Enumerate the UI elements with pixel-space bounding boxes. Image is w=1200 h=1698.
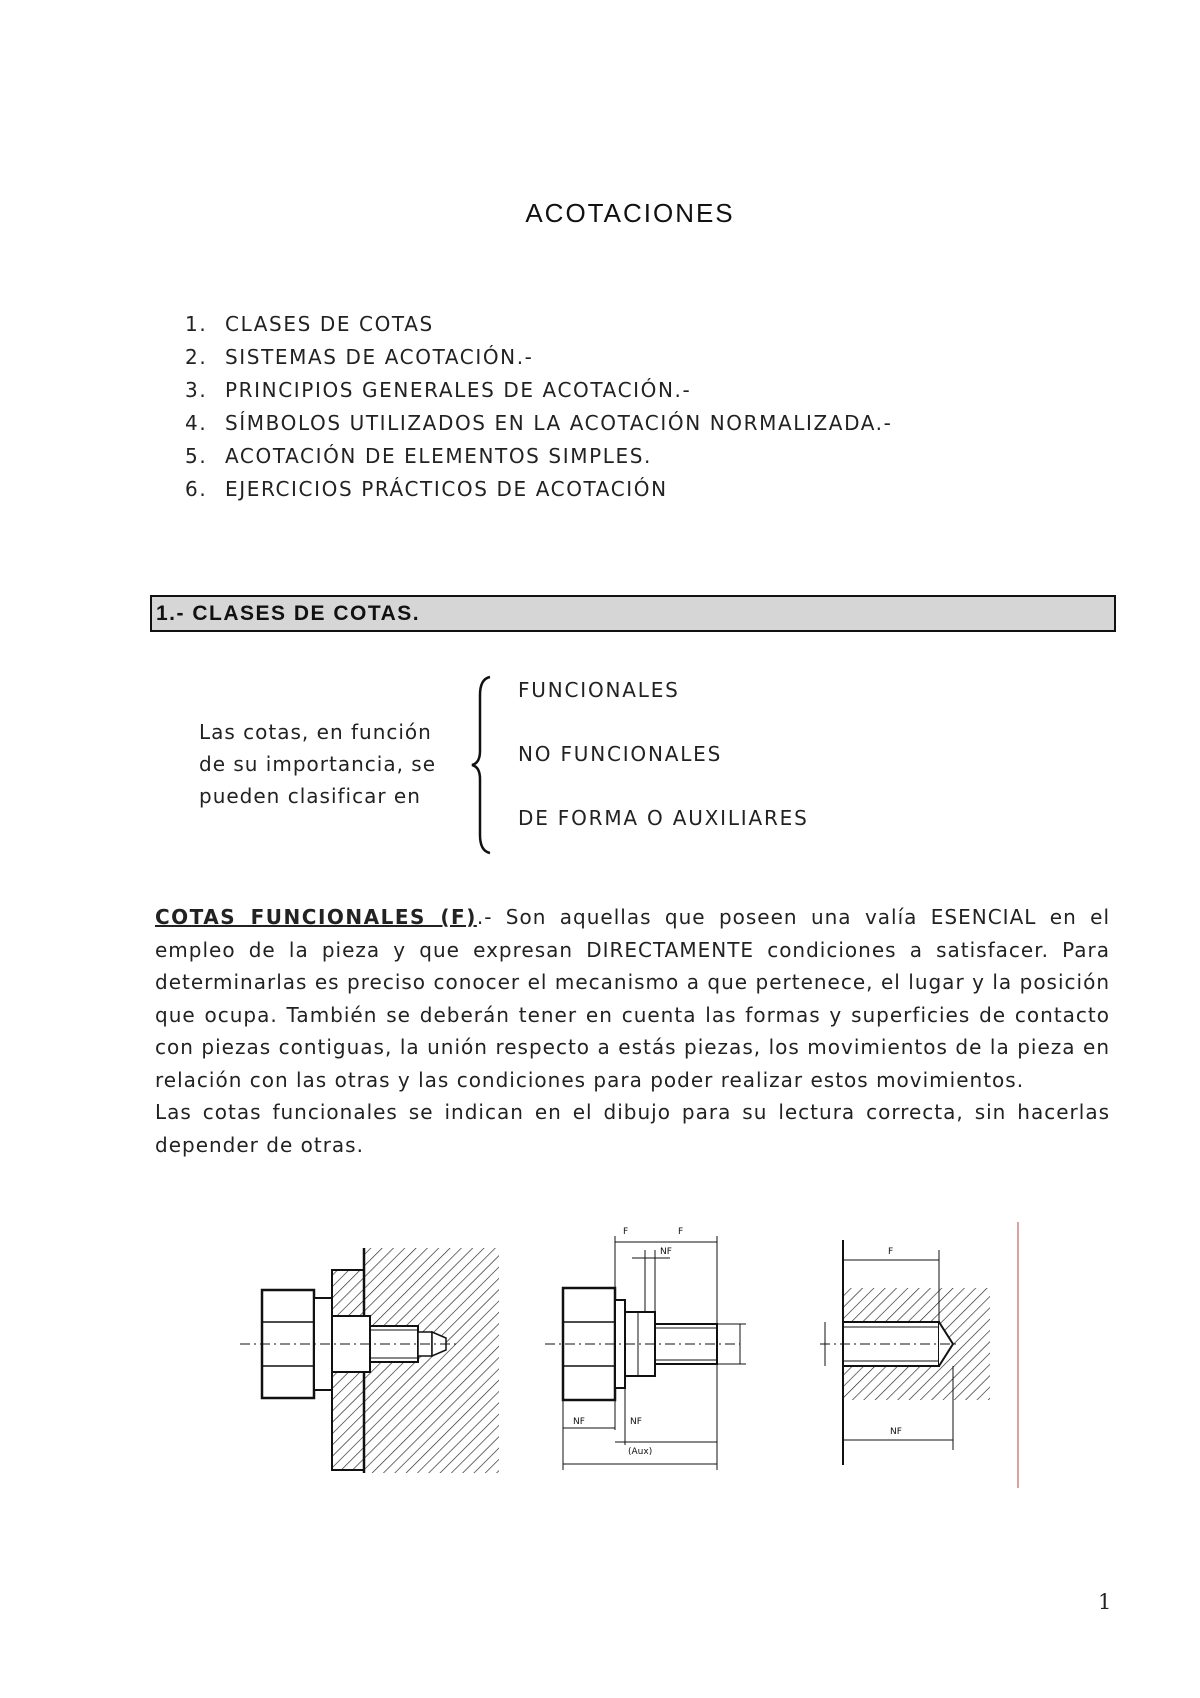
dimensioned-bolt-figure bbox=[545, 1227, 746, 1470]
body-text bbox=[155, 901, 1110, 1161]
intro-line: de su importancia, se bbox=[199, 752, 437, 776]
paragraph: Las cotas funcionales se indican en el dibujo para su lectura correcta, sin hacerlas depender de otras. bbox=[155, 1100, 1110, 1157]
toc-item: 6. EJERCICIOS PRÁCTICOS DE ACOTACIÓN bbox=[185, 477, 668, 501]
margin-line bbox=[1017, 1222, 1019, 1488]
table-of-contents bbox=[185, 308, 892, 506]
curly-brace bbox=[470, 675, 504, 855]
term-heading: COTAS FUNCIONALES (F) bbox=[155, 905, 477, 929]
dimension-label: NF bbox=[630, 1417, 642, 1427]
dimension-label: NF bbox=[890, 1427, 902, 1437]
class-item: FUNCIONALES bbox=[518, 678, 680, 702]
dimension-label: F bbox=[678, 1227, 684, 1237]
document-title: ACOTACIONES bbox=[525, 198, 735, 228]
dimension-label: F bbox=[623, 1227, 629, 1237]
class-item: NO FUNCIONALES bbox=[518, 742, 723, 766]
dimension-label: NF bbox=[660, 1247, 672, 1257]
intro-line: Las cotas, en función bbox=[199, 720, 432, 744]
class-item: DE FORMA O AUXILIARES bbox=[518, 806, 809, 830]
toc-item: 3. PRINCIPIOS GENERALES DE ACOTACIÓN.- bbox=[185, 378, 692, 402]
toc-item: 4. SÍMBOLOS UTILIZADOS EN LA ACOTACIÓN NORMALIZADA.- bbox=[185, 411, 893, 435]
dimensioning-figures bbox=[240, 1220, 1030, 1480]
intro-line: pueden clasificar en bbox=[199, 784, 421, 808]
bolt-assembly-figure bbox=[240, 1248, 499, 1473]
stud-in-block-figure bbox=[820, 1240, 990, 1465]
page-number: 1 bbox=[1098, 1590, 1112, 1614]
toc-item: 1. CLASES DE COTAS bbox=[185, 312, 434, 336]
classification-intro bbox=[199, 716, 436, 812]
toc-item: 2. SISTEMAS DE ACOTACIÓN.- bbox=[185, 345, 534, 369]
dimension-label: (Aux) bbox=[628, 1447, 653, 1457]
dimension-label: F bbox=[888, 1247, 894, 1257]
toc-item: 5. ACOTACIÓN DE ELEMENTOS SIMPLES. bbox=[185, 444, 652, 468]
dimension-label: NF bbox=[573, 1417, 585, 1427]
section-header: 1.- CLASES DE COTAS. bbox=[150, 595, 1116, 632]
paragraph: COTAS FUNCIONALES (F).- Son aquellas que poseen una valía ESENCIAL en el empleo de la pieza y que expresan DIRECTAMENTE condiciones a satisfacer. Para determinarlas es preciso conocer el mecanismo a que pertenece, el lugar y la posición que ocupa. También se deberán tener en cuenta las formas y superficies de contacto con piezas contiguas, la unión respecto a estás piezas, los movimientos de la pieza en relación con las otras y las condiciones para poder realizar estos movimientos. bbox=[155, 905, 1110, 1092]
